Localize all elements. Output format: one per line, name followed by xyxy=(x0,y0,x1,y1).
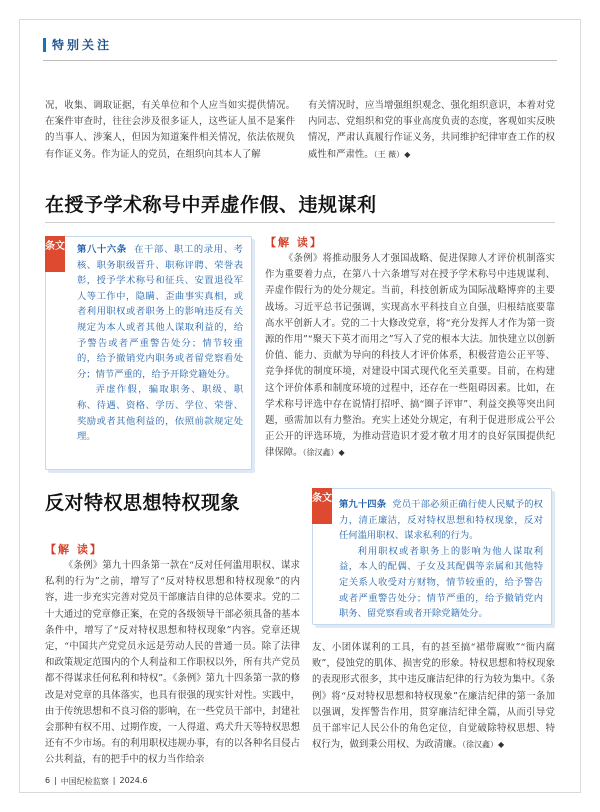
article-tag: 条文 xyxy=(45,236,65,272)
end-diamond-icon: ◆ xyxy=(498,740,505,750)
article-86-clause-2: 弄虚作假，骗取职务、职级、职称、待遇、资格、学历、学位、荣誉、奖励或者其他利益的，依照前款规定处理。 xyxy=(77,384,243,443)
interpretation-signature: （徐汉鑫） xyxy=(462,740,499,750)
page-number: 6 xyxy=(45,776,51,785)
section-label: 特别关注 xyxy=(52,38,113,52)
article-box-86 xyxy=(45,236,252,470)
article-94-clause-1: 党员干部必须正确行使人民赋予的权力，清正廉洁，反对特权思想和特权现象，反对任何滥用职权、谋求私利的行为。 xyxy=(339,499,543,542)
top-right-column xyxy=(308,98,555,163)
section-header xyxy=(43,36,112,53)
section-title-academic: 在授予学术称号中弄虚作假、违规谋利 xyxy=(45,194,377,216)
top-left-text: 况，收集、调取证据，有关单位和个人应当如实提供情况。在案件审查时，往往会涉及很多证人，这些证人虽不是案件的当事人、涉案人，但因为知道案件相关情况，依法依规负有作证义务。作为证人的党员，在组织向其本人了解 xyxy=(45,100,295,160)
article-number: 第八十六条 xyxy=(77,244,127,255)
interpretation-right-column xyxy=(312,640,555,753)
interpretation-right-text: 友、小团体谋利的工具，有的甚至搞“裙带腐败”“衙内腐败”，侵蚀党的肌体、损害党的形象。特权思想和特权现象的表现形式很多，其中违反廉洁纪律的行为较为集中。《条例》将“反对特权思想和特权现象”在廉洁纪律的第一条加以强调，发挥警告作用，贯穿廉洁纪律全篇，从而引导党员干部牢记人民公仆的角色定位，自觉破除特权思想、特权行为，做到秉公用权、为政清廉。 xyxy=(312,642,555,751)
end-diamond-icon: ◆ xyxy=(338,448,345,458)
interpretation-text: 《条例》将推动服务人才强国战略、促进保障人才评价机制落实作为重要着力点，在第八十六条增写对在授予学术称号中违规谋利、弄虚作假行为的处分规定。当前，科技创新成为国际战略博弈的主要战场。习近平总书记强调，实现高水平科技自立自强，归根结底要靠高水平创新人才。党的二十大修改党章，将“充分发挥人才作为第一资源的作用”“聚天下英才而用之”写入了党的根本大法。加快建立以创新价值、能力、贡献为导向的科技人才评价体系，积极营造公正平等、竞争择优的制度环境，对建设中国式现代化至关重要。目前，在构建这个评价体系和制度环境的过程中，还存在一些阻碍因素。比如，在学术称号评选中存在说情打招呼、搞“圈子评审”、利益交换等突出问题，亟需加以有力整治。充实上述处分规定，有利于促进形成公平公正公开的评选环境，为推动营造识才爱才敬才用才的良好氛围提供纪律保障。 xyxy=(265,253,555,459)
interpretation-column xyxy=(265,251,555,462)
top-signature: （王 薇） xyxy=(373,149,405,159)
interpretation-label: 【解 读】 xyxy=(45,543,103,556)
interpretation-left-column xyxy=(45,558,300,769)
article-box-94 xyxy=(312,488,552,625)
section-title-privilege: 反对特权思想特权现象 xyxy=(45,492,241,514)
header-divider xyxy=(43,60,557,61)
issue-number: 2024.6 xyxy=(119,776,148,785)
article-86-paragraph-1 xyxy=(77,242,243,382)
footer-separator: | xyxy=(112,776,116,785)
interpretation-signature: （徐汉鑫） xyxy=(302,448,339,458)
page-footer xyxy=(45,776,148,787)
journal-name: 中国纪检监察 xyxy=(60,777,109,786)
top-right-text: 有关情况时，应当增强组织观念、强化组织意识，本着对党内同志、党组织和党的事业高度负责的态度，客观如实反映情况，严肃认真履行作证义务，共同维护纪律审查工作的权威性和严肃性。 xyxy=(308,100,555,160)
end-diamond-icon: ◆ xyxy=(404,149,411,159)
top-left-column xyxy=(45,98,295,163)
top-right-paragraph xyxy=(308,98,555,163)
article-94-paragraph-1 xyxy=(339,497,543,544)
interpretation-left-text: 《条例》第九十四条第一款在“反对任何滥用职权、谋求私利的行为”之前，增写了“反对特权思想和特权现象”的内容，进一步充实完善对党员干部廉洁自律的总体要求。党的二十大通过的党章修正案，在党的各级领导干部必须具备的基本条件中，增写了“反对特权思想和特权现象”内容。党章还规定，“中国共产党党员永远是劳动人民的普通一员。除了法律和政策规定范围内的个人利益和工作职权以外，所有共产党员都不得谋求任何私利和特权”。《条例》第九十四条第一款的修改是对党章的具体落实，也具有很强的现实针对性。实践中，由于传统思想和不良习俗的影响，在一些党员干部中，封建社会那种有权不用、过期作废，一人得道、鸡犬升天等特权思想还有不少市场。有的利用职权违规办事，有的以各种名目侵占公共利益，有的把手中的权力当作给亲 xyxy=(45,560,300,766)
article-94-clause-2: 利用职权或者职务上的影响为他人谋取利益，本人的配偶、子女及其配偶等亲属和其他特定关系人收受对方财物，情节较重的，给予警告或者严重警告处分；情节严重的，给予撤销党内职务、留党察看或者开除党籍处分。 xyxy=(339,545,543,620)
interpretation-paragraph xyxy=(265,251,555,462)
article-86-text xyxy=(77,242,243,445)
article-number: 第九十四条 xyxy=(339,499,387,510)
article-94-text xyxy=(339,497,543,622)
header-accent-bar xyxy=(43,38,46,52)
interpretation-right-paragraph xyxy=(312,640,555,753)
article-tag: 条文 xyxy=(312,488,332,524)
footer-separator: | xyxy=(54,776,57,785)
interpretation-label: 【解 读】 xyxy=(265,236,323,249)
article-86-clause-1: 在干部、职工的录用、考核、职务职级晋升、职称评聘、荣誉表彰，授予学术称号和征兵、安置退役军人等工作中，隐瞒、歪曲事实真相，或者利用职权或者职务上的影响违反有关规定为本人或者其他人谋取利益的，给予警告或者严重警告处分；情节较重的，给予撤销党内职务或者留党察看处分；情节严重的，给予开除党籍处分。 xyxy=(77,244,243,380)
section-divider xyxy=(45,222,555,223)
